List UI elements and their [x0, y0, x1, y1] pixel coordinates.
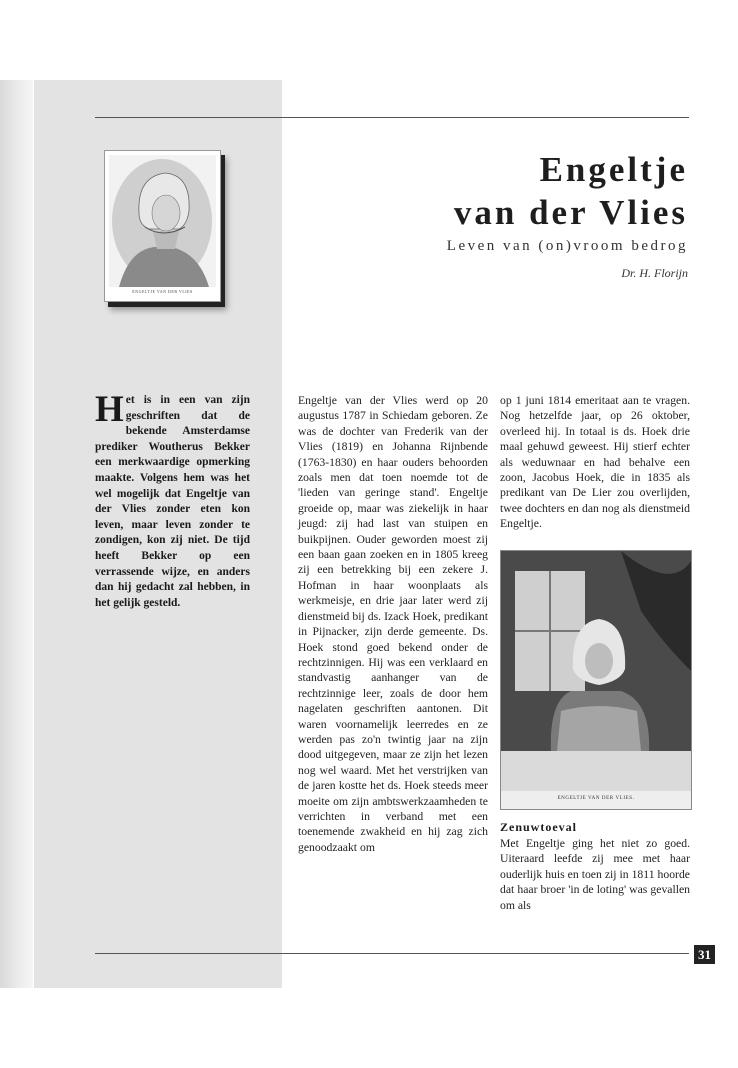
body-column-1: Engeltje van der Vlies werd op 20 augustus 1787 in Schiedam geboren. Ze was de dochter van Frederik van der Vlies (1819) en Johanna Rijnbende (1763-1830) en haar ouders behoorden zoals men dat toen noemde tot de 'lieden van geringe stand'. Engeltje groeide op, maar was ziekelijk in haar jeugd: zij had last van stuipen en buikpijnen. Ouder geworden moest zij een baan gaan zoeken en in 1805 kreeg zij een betrekking bij een zekere J. Hofman in haar woonplaats als werkmeisje, en drie jaar later werd zij dienstmeid bij ds. Izack Hoek, predikant in Pijnacker, zijn derde gemeente. Ds. Hoek stond goed bekend onder de rechtzinnigen. Hij was een verklaard en standvastig aanhanger van de rechtzinnige leer, zoals de door hem nagelaten geschriften aantonen. Dit waren voornamelijk leerredes en ze werden pas zo'n twintig jaar na zijn dood uitgegeven, maar ze zijn het lezen nog wel waard. Met het verstrijken van de jaren kostte het ds. Hoek steeds meer moeite om zijn ambtswerkzaamheden te verrichten in verband met een toenemende zwakheid en hij zag zich genoodzaakt om — [298, 394, 488, 854]
page-title — [454, 148, 688, 234]
portrait-illustration — [109, 155, 216, 287]
bottom-rule — [95, 953, 689, 954]
portrait-caption: ENGELTJE VAN DER VLIES — [132, 289, 193, 294]
body-column-2: op 1 juni 1814 emeritaat aan te vragen. Nog hetzelfde jaar, op 26 oktober, overleed hij. In totaal is ds. Hoek drie maal gehuwd geweest. Hij stierf echter als weduwnaar en had behalve een zoon, Jacobus Hoek, die in 1835 als predikant van De Lier zou overlijden, twee dochters en dan nog als dienstmeid Engeltje. — [500, 394, 690, 531]
intro-paragraph — [95, 389, 250, 611]
painting-illustration — [500, 550, 692, 810]
title-line-2: van der Vlies — [453, 193, 688, 232]
drop-cap: H — [95, 389, 124, 430]
title-line-1: Engeltje — [539, 150, 688, 189]
painting-image — [501, 551, 691, 809]
painting-caption: ENGELTJE VAN DER VLIES. — [557, 796, 635, 801]
portrait-engraving — [104, 150, 221, 302]
intro-text: et is in een van zijn geschriften dat de bekende Amsterdamse prediker Woutherus Bekker een merkwaardige opmerking maakte. Volgens hem was het wel mogelijk dat Engeltje van der Vlies zonder eten kon leven, maar leven zonder te zondigen, kon zij niet. De tijd heeft Bekker op een verrassende wijze, en anders dan hij gedacht zal hebben, in het gelijk gesteld. — [95, 394, 250, 609]
page-number: 31 — [694, 945, 715, 964]
top-rule — [95, 117, 689, 118]
body-column-3: Met Engeltje ging het niet zo goed. Uiteraard leefde zij mee met haar ouderlijk huis en toen zij in 1811 hoorde dat haar broer 'in de loting' was gevallen om als — [500, 837, 690, 912]
author: Dr. H. Florijn — [621, 266, 688, 280]
binding-edge — [0, 80, 33, 988]
subtitle: Leven van (on)vroom bedrog — [446, 238, 688, 254]
section-heading: Zenuwtoeval — [500, 820, 577, 834]
